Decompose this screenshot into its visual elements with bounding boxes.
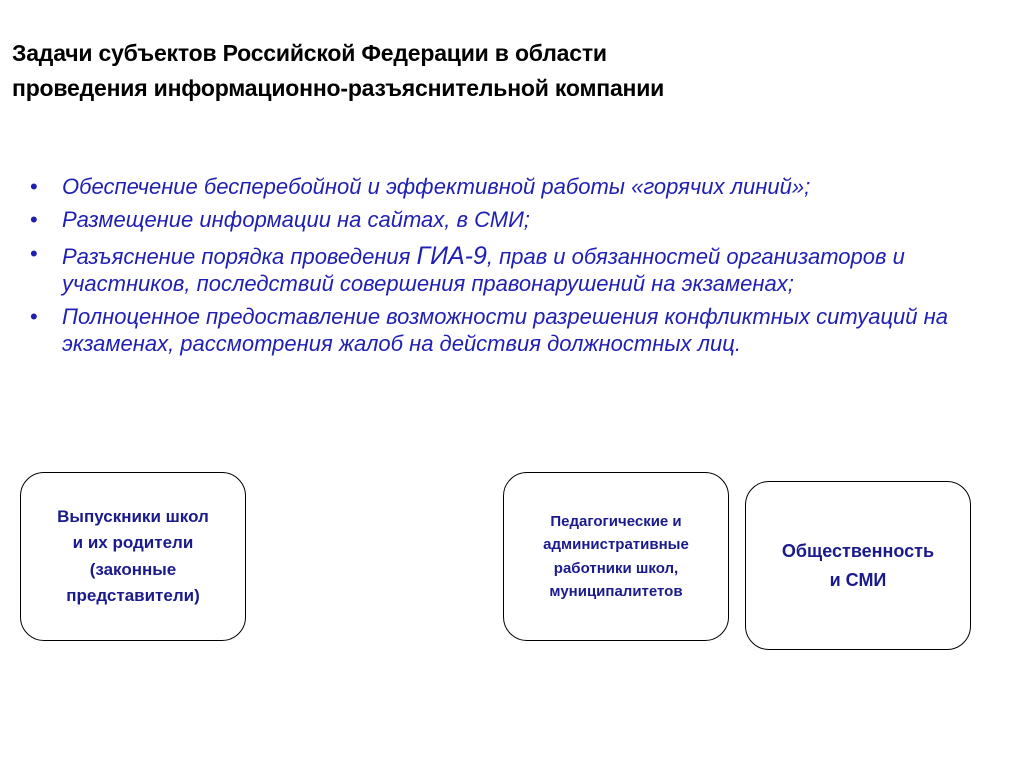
audience-card-line: и их родители bbox=[72, 533, 194, 553]
audience-card-text bbox=[543, 510, 689, 603]
task-list bbox=[28, 174, 968, 364]
task-text-end: , прав и обязанностей организаторов и участников, последствий совершения правонарушений на экзаменах; bbox=[62, 243, 905, 296]
audience-card-line: представители) bbox=[66, 585, 200, 605]
audience-card-line: работники школ, bbox=[553, 559, 679, 577]
audience-card-graduates bbox=[20, 472, 246, 641]
bullet-icon: • bbox=[30, 207, 38, 233]
task-item-explanation bbox=[28, 241, 968, 297]
bullet-icon: • bbox=[30, 304, 38, 330]
task-item-publication bbox=[28, 207, 968, 233]
audience-card-line: и СМИ bbox=[829, 569, 887, 590]
task-text-start: Разъяснение порядка проведения bbox=[62, 243, 417, 269]
audience-card-line: Педагогические и bbox=[550, 513, 682, 530]
task-item-hotlines bbox=[28, 174, 968, 200]
task-text: Размещение информации на сайтах, в СМИ; bbox=[62, 207, 530, 233]
slide-title-line-2: проведения информационно-разъяснительной компании bbox=[12, 74, 665, 101]
audience-card-text bbox=[782, 537, 934, 595]
audience-card-line: (законные bbox=[89, 559, 177, 579]
audience-card-staff bbox=[503, 472, 729, 641]
audience-card-line: муниципалитетов bbox=[549, 582, 683, 600]
audience-card-line: административные bbox=[543, 536, 689, 554]
task-text: Полноценное предоставление возможности разрешения конфликтных ситуаций на экзаменах, рассмотрения жалоб на действия должностных лиц. bbox=[62, 304, 948, 356]
task-text-emphasis: ГИА-9 bbox=[416, 241, 487, 270]
task-text: Обеспечение бесперебойной и эффективной работы «горячих линий»; bbox=[62, 174, 811, 199]
bullet-icon: • bbox=[30, 240, 38, 266]
task-item-conflicts bbox=[28, 304, 968, 357]
slide-title-line-1: Задачи субъектов Российской Федерации в области bbox=[12, 40, 607, 66]
audience-card-public-media bbox=[745, 481, 971, 650]
bullet-icon: • bbox=[30, 174, 38, 199]
audience-card-line: Выпускники школ bbox=[57, 506, 209, 526]
audience-card-line: Общественность bbox=[781, 540, 935, 561]
slide-title bbox=[12, 36, 992, 105]
audience-card-text bbox=[57, 504, 209, 609]
